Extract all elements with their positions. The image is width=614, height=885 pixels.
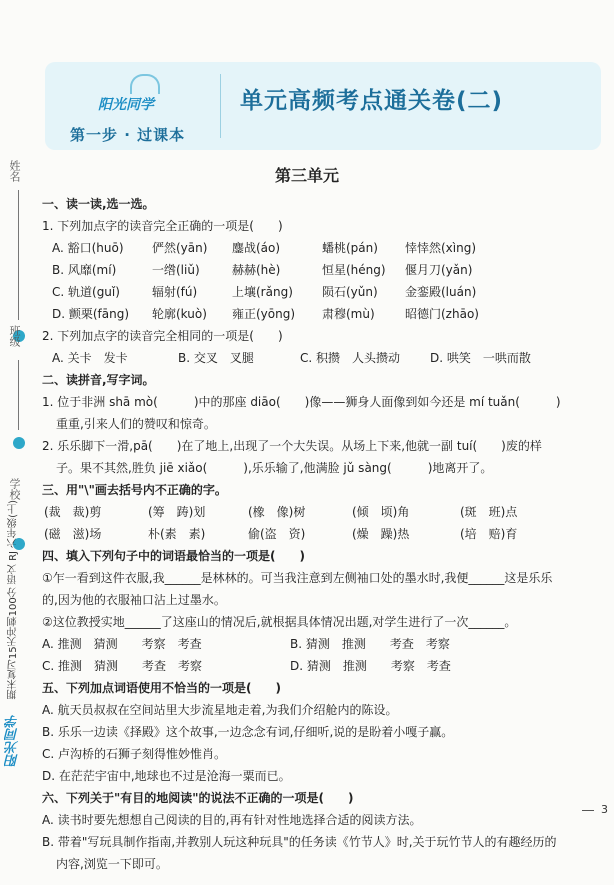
option-cell: A. 推测 猜测 考察 考查	[42, 637, 202, 651]
brand-logo-text: 阳光同学	[6, 715, 21, 767]
option-text: B. 乐乐一边读《择殿》这个故事,一边念念有词,仔细听,说的是盼着小嘎子赢。	[42, 725, 454, 739]
option-cell: 陨石(yǔn)	[322, 285, 378, 299]
series-tagline: 期末复习15天冲刺100分 语文 RJ 六年级(上)	[8, 500, 19, 700]
option-cell: (筹 踌)划	[148, 505, 206, 519]
section-heading: 一、读一读,选一选。	[42, 197, 155, 211]
option-cell: 上壤(rǎng)	[232, 285, 293, 299]
unit-title: 第三单元	[274, 166, 339, 185]
name-write-line	[18, 190, 19, 320]
option-cell: D. 哄笑 一哄而散	[430, 351, 531, 365]
option-cell: 蟠桃(pán)	[322, 241, 378, 255]
option-cell: A. 关卡 发卡	[52, 351, 128, 365]
option-cell: 肃穆(mù)	[322, 307, 375, 321]
option-cell: 赫赫(hè)	[232, 263, 281, 277]
option-cell: 鏖战(áo)	[232, 241, 281, 255]
page-title: 单元高频考点通关卷(二)	[240, 88, 504, 114]
section-heading: 五、下列加点词语使用不恰当的一项是( )	[42, 681, 281, 695]
option-cell: C. 推测 猜测 考查 考察	[42, 659, 203, 673]
option-cell: 辐射(fú)	[152, 285, 198, 299]
option-cell: B. 风靡(mí)	[52, 263, 117, 277]
option-cell: (磁 滋)场	[44, 527, 102, 541]
question-text: 重重,引来人们的赞叹和惊奇。	[56, 417, 216, 431]
option-cell: 昭德门(zhāo)	[405, 307, 479, 321]
logo-text: 阳光同学	[98, 97, 154, 113]
option-cell: 一绺(liǔ)	[152, 263, 200, 277]
binding-margin	[0, 0, 40, 885]
option-cell: 朴(素 素)	[148, 527, 206, 541]
option-cell: 恒星(héng)	[322, 263, 386, 277]
question-text: ①乍一看到这件衣服,我______是林林的。可当我注意到左侧袖口处的墨水时,我便______这是乐乐	[42, 571, 553, 585]
binding-hole	[13, 437, 25, 449]
option-cell: (燥 躁)热	[352, 527, 410, 541]
class-write-line	[18, 360, 19, 430]
section-heading: 六、下列关于"有目的地阅读"的说法不正确的一项是( )	[42, 791, 354, 805]
option-cell: 偷(盗 资)	[248, 527, 306, 541]
section-heading: 二、读拼音,写字词。	[42, 373, 155, 387]
option-cell: 金銮殿(luán)	[405, 285, 477, 299]
step-label: 第一步 · 过课本	[70, 126, 186, 144]
option-cell: D. 猜测 推测 考察 考查	[290, 659, 451, 673]
brand-logo	[60, 72, 210, 142]
option-cell: C. 积攒 人头攒动	[300, 351, 401, 365]
sun-icon	[130, 74, 160, 94]
option-cell: A. 豁口(huō)	[52, 241, 124, 255]
option-cell: 雍正(yōng)	[232, 307, 296, 321]
header-banner	[45, 62, 601, 150]
option-cell: (倾 顷)角	[352, 505, 410, 519]
question-text: 1. 位于非洲 shā mò( )中的那座 diāo( )像——狮身人面像到如今还是 mí tuǎn( )	[42, 395, 561, 409]
option-cell: C. 轨道(guǐ)	[52, 285, 120, 299]
option-cell: (裁 裁)剪	[44, 505, 102, 519]
school-label: 学校	[8, 478, 21, 500]
option-text: A. 航天员叔叔在空间站里大步流星地走着,为我们介绍舱内的陈设。	[42, 703, 398, 717]
option-cell: 悻悻然(xìng)	[405, 241, 477, 255]
option-cell: (橡 像)树	[248, 505, 306, 519]
option-text: B. 带着"写玩具制作指南,并教别人玩这种玩具"的任务读《竹节人》时,关于玩竹节人的有趣经历的	[42, 835, 557, 849]
page-number: 3	[601, 803, 608, 816]
option-text: D. 在茫茫宇宙中,地球也不过是沧海一粟而已。	[42, 769, 291, 783]
question-text: 的,因为他的衣服袖口沾上过墨水。	[42, 593, 226, 607]
section-heading: 三、用"\"画去括号内不正确的字。	[42, 483, 227, 497]
section-heading: 四、填入下列句子中的词语最恰当的一项是( )	[42, 549, 305, 563]
page-number-rule	[582, 810, 594, 811]
question-text: 2. 乐乐脚下一滑,pā( )在了地上,出现了一个大失误。从场上下来,他就一副 tuí( )废的样	[42, 439, 542, 453]
option-cell: D. 颤栗(fāng)	[52, 307, 130, 321]
option-cell: (培 赔)育	[460, 527, 518, 541]
question-text: 子。果不其然,胜负 jiē xiǎo( ),乐乐输了,他满脸 jǔ sàng( )地离开了。	[56, 461, 493, 475]
option-cell: 偃月刀(yǎn)	[405, 263, 473, 277]
question-text: 1. 下列加点字的读音完全正确的一项是( )	[42, 219, 283, 233]
option-cell: 轮廓(kuò)	[152, 307, 207, 321]
option-cell: B. 交叉 叉腿	[178, 351, 254, 365]
divider	[220, 74, 221, 138]
option-text: C. 卢沟桥的石狮子刻得惟妙惟肖。	[42, 747, 227, 761]
option-cell: (斑 班)点	[460, 505, 518, 519]
question-text: ②这位教授实地______了这座山的情况后,就根据具体情况出题,对学生进行了一次______。	[42, 615, 517, 629]
question-text: 2. 下列加点字的读音完全相同的一项是( )	[42, 329, 283, 343]
option-cell: B. 猜测 推测 考查 考察	[290, 637, 450, 651]
class-label: 班级	[8, 325, 21, 347]
option-text: A. 读书时要先想想自己阅读的目的,再有针对性地选择合适的阅读方法。	[42, 813, 422, 827]
option-cell: 俨然(yān)	[152, 241, 208, 255]
option-text: 内容,浏览一下即可。	[56, 857, 168, 871]
name-label: 姓名	[8, 160, 21, 182]
